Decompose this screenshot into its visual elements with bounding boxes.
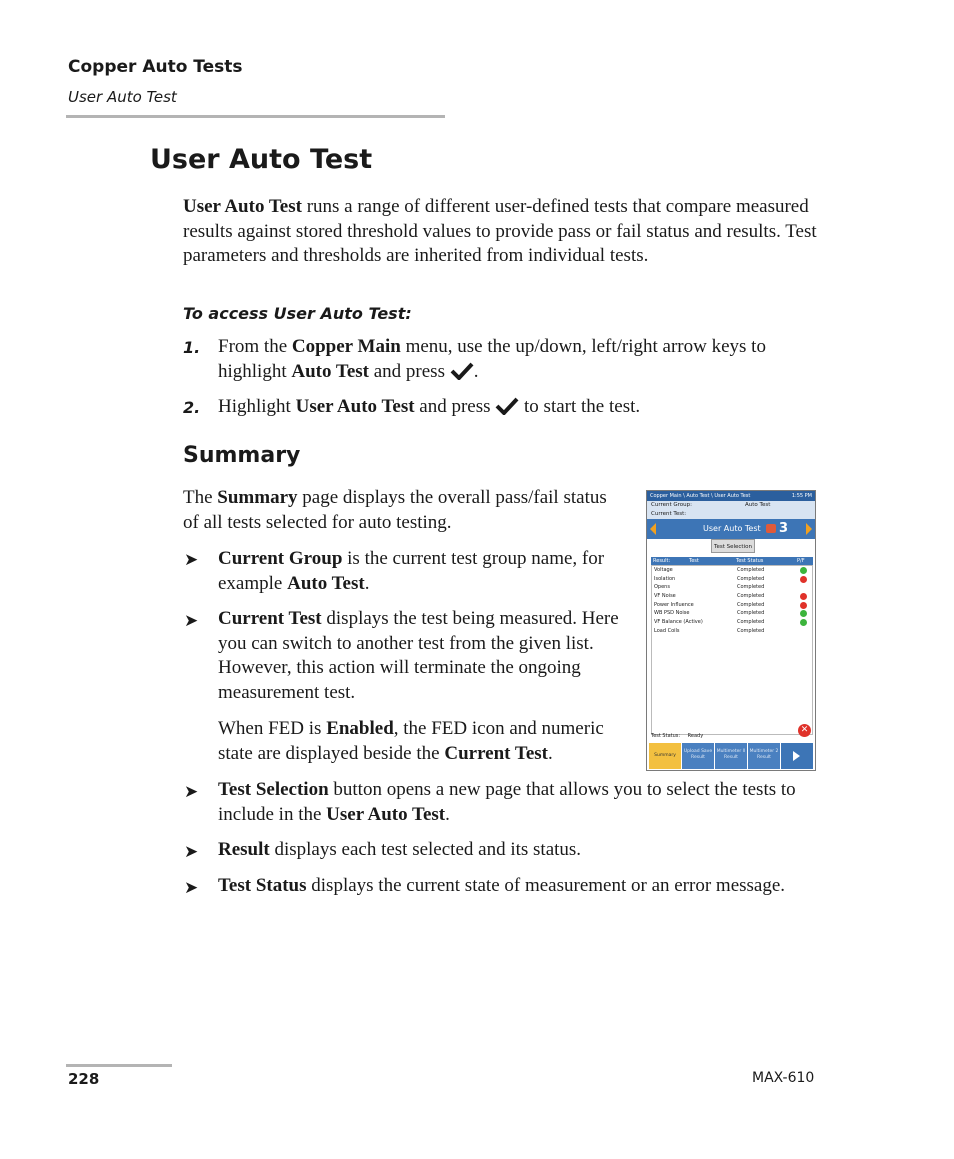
step-bold: Auto Test <box>291 360 369 382</box>
error-icon[interactable]: ✕ <box>798 724 811 737</box>
result-row <box>652 627 812 636</box>
summary-text: The <box>183 487 218 508</box>
col-pf: P/F <box>797 558 805 564</box>
step-bold: User Auto Test <box>295 396 415 417</box>
arrow-right-icon <box>793 751 800 761</box>
device-titlebar <box>647 491 815 501</box>
intro-bold: User Auto Test <box>183 196 302 217</box>
step-text: and press <box>368 360 450 382</box>
arrow-right-icon[interactable] <box>806 523 812 535</box>
test-status <box>651 733 703 739</box>
result-status: Completed <box>737 610 765 617</box>
current-group-row <box>647 501 815 510</box>
arrow-left-icon[interactable] <box>650 523 656 535</box>
result-status: Completed <box>737 584 765 591</box>
result-row <box>652 583 812 592</box>
bullet-arrow: ➤ <box>184 842 199 861</box>
bullet-bold: Result <box>218 839 270 860</box>
bullet-current-group <box>218 547 643 596</box>
col-status: Test Status <box>736 558 764 564</box>
summary-text: page displays the overall pass/fail status of all tests selected for auto testing. <box>183 487 607 533</box>
bullet-test-selection <box>218 778 818 827</box>
step-2-text <box>218 395 818 420</box>
bullet-current-test <box>218 607 643 705</box>
bullet-test-status <box>218 874 818 899</box>
fail-icon <box>800 602 807 609</box>
fed-icon <box>766 524 776 533</box>
fed-bold: Enabled <box>326 718 394 739</box>
result-test: Isolation <box>654 575 676 582</box>
result-row <box>652 618 812 627</box>
result-status: Completed <box>737 619 765 626</box>
pass-icon <box>800 610 807 617</box>
tab-upload-save-result[interactable]: Upload Save Result <box>682 743 714 769</box>
current-test-value: User Auto Test <box>703 524 761 533</box>
result-status: Completed <box>737 567 765 573</box>
result-table-header <box>651 557 813 565</box>
current-test-label: Current Test: <box>651 511 687 517</box>
fed-text: . <box>547 742 553 764</box>
device-tab-bar <box>649 743 813 769</box>
step-1-text <box>218 335 818 384</box>
bullet-text: button opens a new page that allows you to select the tests to include in the <box>218 779 796 825</box>
fed-text: When FED is <box>218 718 327 739</box>
document-name: MAX-610 <box>752 1070 815 1086</box>
result-row <box>652 609 812 618</box>
pass-icon <box>800 619 807 626</box>
fail-icon <box>800 576 807 583</box>
bullet-text: displays the test being measured. Here you can switch to another test from the given list. However, this action will terminate the ongoing measurement test. <box>218 608 619 703</box>
page-number: 228 <box>68 1070 100 1088</box>
bullet-bold: Auto Test <box>287 572 365 594</box>
result-status: Completed <box>737 593 765 600</box>
result-row <box>652 601 812 610</box>
bullet-bold: Test Status <box>218 875 307 896</box>
test-status-value: Ready <box>687 733 704 739</box>
result-row <box>652 566 812 575</box>
result-status: Completed <box>737 601 765 608</box>
fed-text: , the FED icon and numeric state are displayed beside the <box>218 718 604 764</box>
current-group-value: Auto Test <box>745 502 771 508</box>
result-test: WB PSD Noise <box>654 610 690 617</box>
running-header-title: Copper Auto Tests <box>68 57 243 77</box>
test-selection-button[interactable]: Test Selection <box>711 539 755 553</box>
result-test: Load Coils <box>654 627 680 634</box>
summary-heading: Summary <box>183 443 301 468</box>
fed-note <box>218 717 643 766</box>
bullet-text: displays each test selected and its status. <box>269 839 582 860</box>
checkmark-icon <box>495 397 519 415</box>
tab-multimeter-ii-result[interactable]: Multimeter II Result <box>715 743 747 769</box>
bullet-bold: User Auto Test <box>326 803 446 825</box>
footer-rule <box>66 1064 172 1067</box>
device-screenshot <box>646 490 816 771</box>
summary-intro <box>183 486 623 535</box>
result-test: VF Balance (Active) <box>654 619 703 626</box>
step-text: menu, use the up/down, left/right arrow keys to highlight <box>218 336 766 382</box>
bullet-arrow: ➤ <box>184 878 199 897</box>
step-number: 1. <box>183 338 201 357</box>
current-test-selector[interactable] <box>647 519 815 539</box>
bullet-arrow: ➤ <box>184 611 199 630</box>
tab-summary[interactable]: Summary <box>649 743 681 769</box>
summary-bold: Summary <box>217 487 298 508</box>
header-rule <box>66 115 445 118</box>
step-bold: Copper Main <box>291 336 401 357</box>
bullet-result <box>218 838 818 863</box>
result-list <box>651 565 813 735</box>
bullet-text: . <box>445 803 450 825</box>
step-text: Highlight <box>218 396 296 417</box>
result-row <box>652 592 812 601</box>
bullet-arrow: ➤ <box>184 550 199 569</box>
result-status: Completed <box>737 575 765 582</box>
bullet-text: displays the current state of measurement or an error message. <box>306 875 786 896</box>
tab-multimeter-2-result[interactable]: Multimeter 2 Result <box>748 743 780 769</box>
result-test: Power Influence <box>654 601 694 608</box>
bullet-arrow: ➤ <box>184 782 199 801</box>
step-number: 2. <box>183 398 201 417</box>
result-test: Voltage <box>654 567 673 573</box>
current-group-label: Current Group: <box>651 502 693 508</box>
checkmark-icon <box>450 362 474 380</box>
bullet-text: . <box>364 572 370 594</box>
procedure-title: To access User Auto Test: <box>183 304 412 323</box>
step-text: to start the test. <box>519 396 641 417</box>
bullet-bold: Current Test <box>218 608 322 629</box>
device-clock: 1:55 PM <box>791 493 812 499</box>
fed-bold: Current Test <box>444 742 548 764</box>
result-status: Completed <box>737 627 765 634</box>
current-test-row <box>647 510 815 519</box>
pass-icon <box>800 567 807 574</box>
result-test: VF Noise <box>654 593 676 600</box>
step-text: From the <box>218 336 292 357</box>
result-test: Opens <box>654 584 670 591</box>
next-page-button[interactable] <box>781 743 813 769</box>
step-text: and press <box>414 396 496 417</box>
col-result: Result: <box>653 558 671 564</box>
bullet-text: is the current test group name, for example <box>218 548 605 594</box>
running-header-subtitle: User Auto Test <box>68 88 177 106</box>
device-path: Copper Main \ Auto Test \ User Auto Test <box>650 493 751 499</box>
fail-icon <box>800 593 807 600</box>
intro-paragraph <box>183 195 823 269</box>
step-text: . <box>473 360 479 382</box>
bullet-bold: Test Selection <box>218 779 329 800</box>
intro-text: runs a range of different user-defined tests that compare measured results against stored threshold values to provide pass or fail status and results. Test parameters and thresholds are inherited from individual tests. <box>183 196 817 266</box>
test-status-label: Test Status: <box>651 733 681 739</box>
fed-state: 3 <box>779 521 789 536</box>
page-title: User Auto Test <box>150 144 373 175</box>
result-row <box>652 575 812 584</box>
col-test: Test <box>689 558 699 564</box>
bullet-bold: Current Group <box>218 548 343 569</box>
